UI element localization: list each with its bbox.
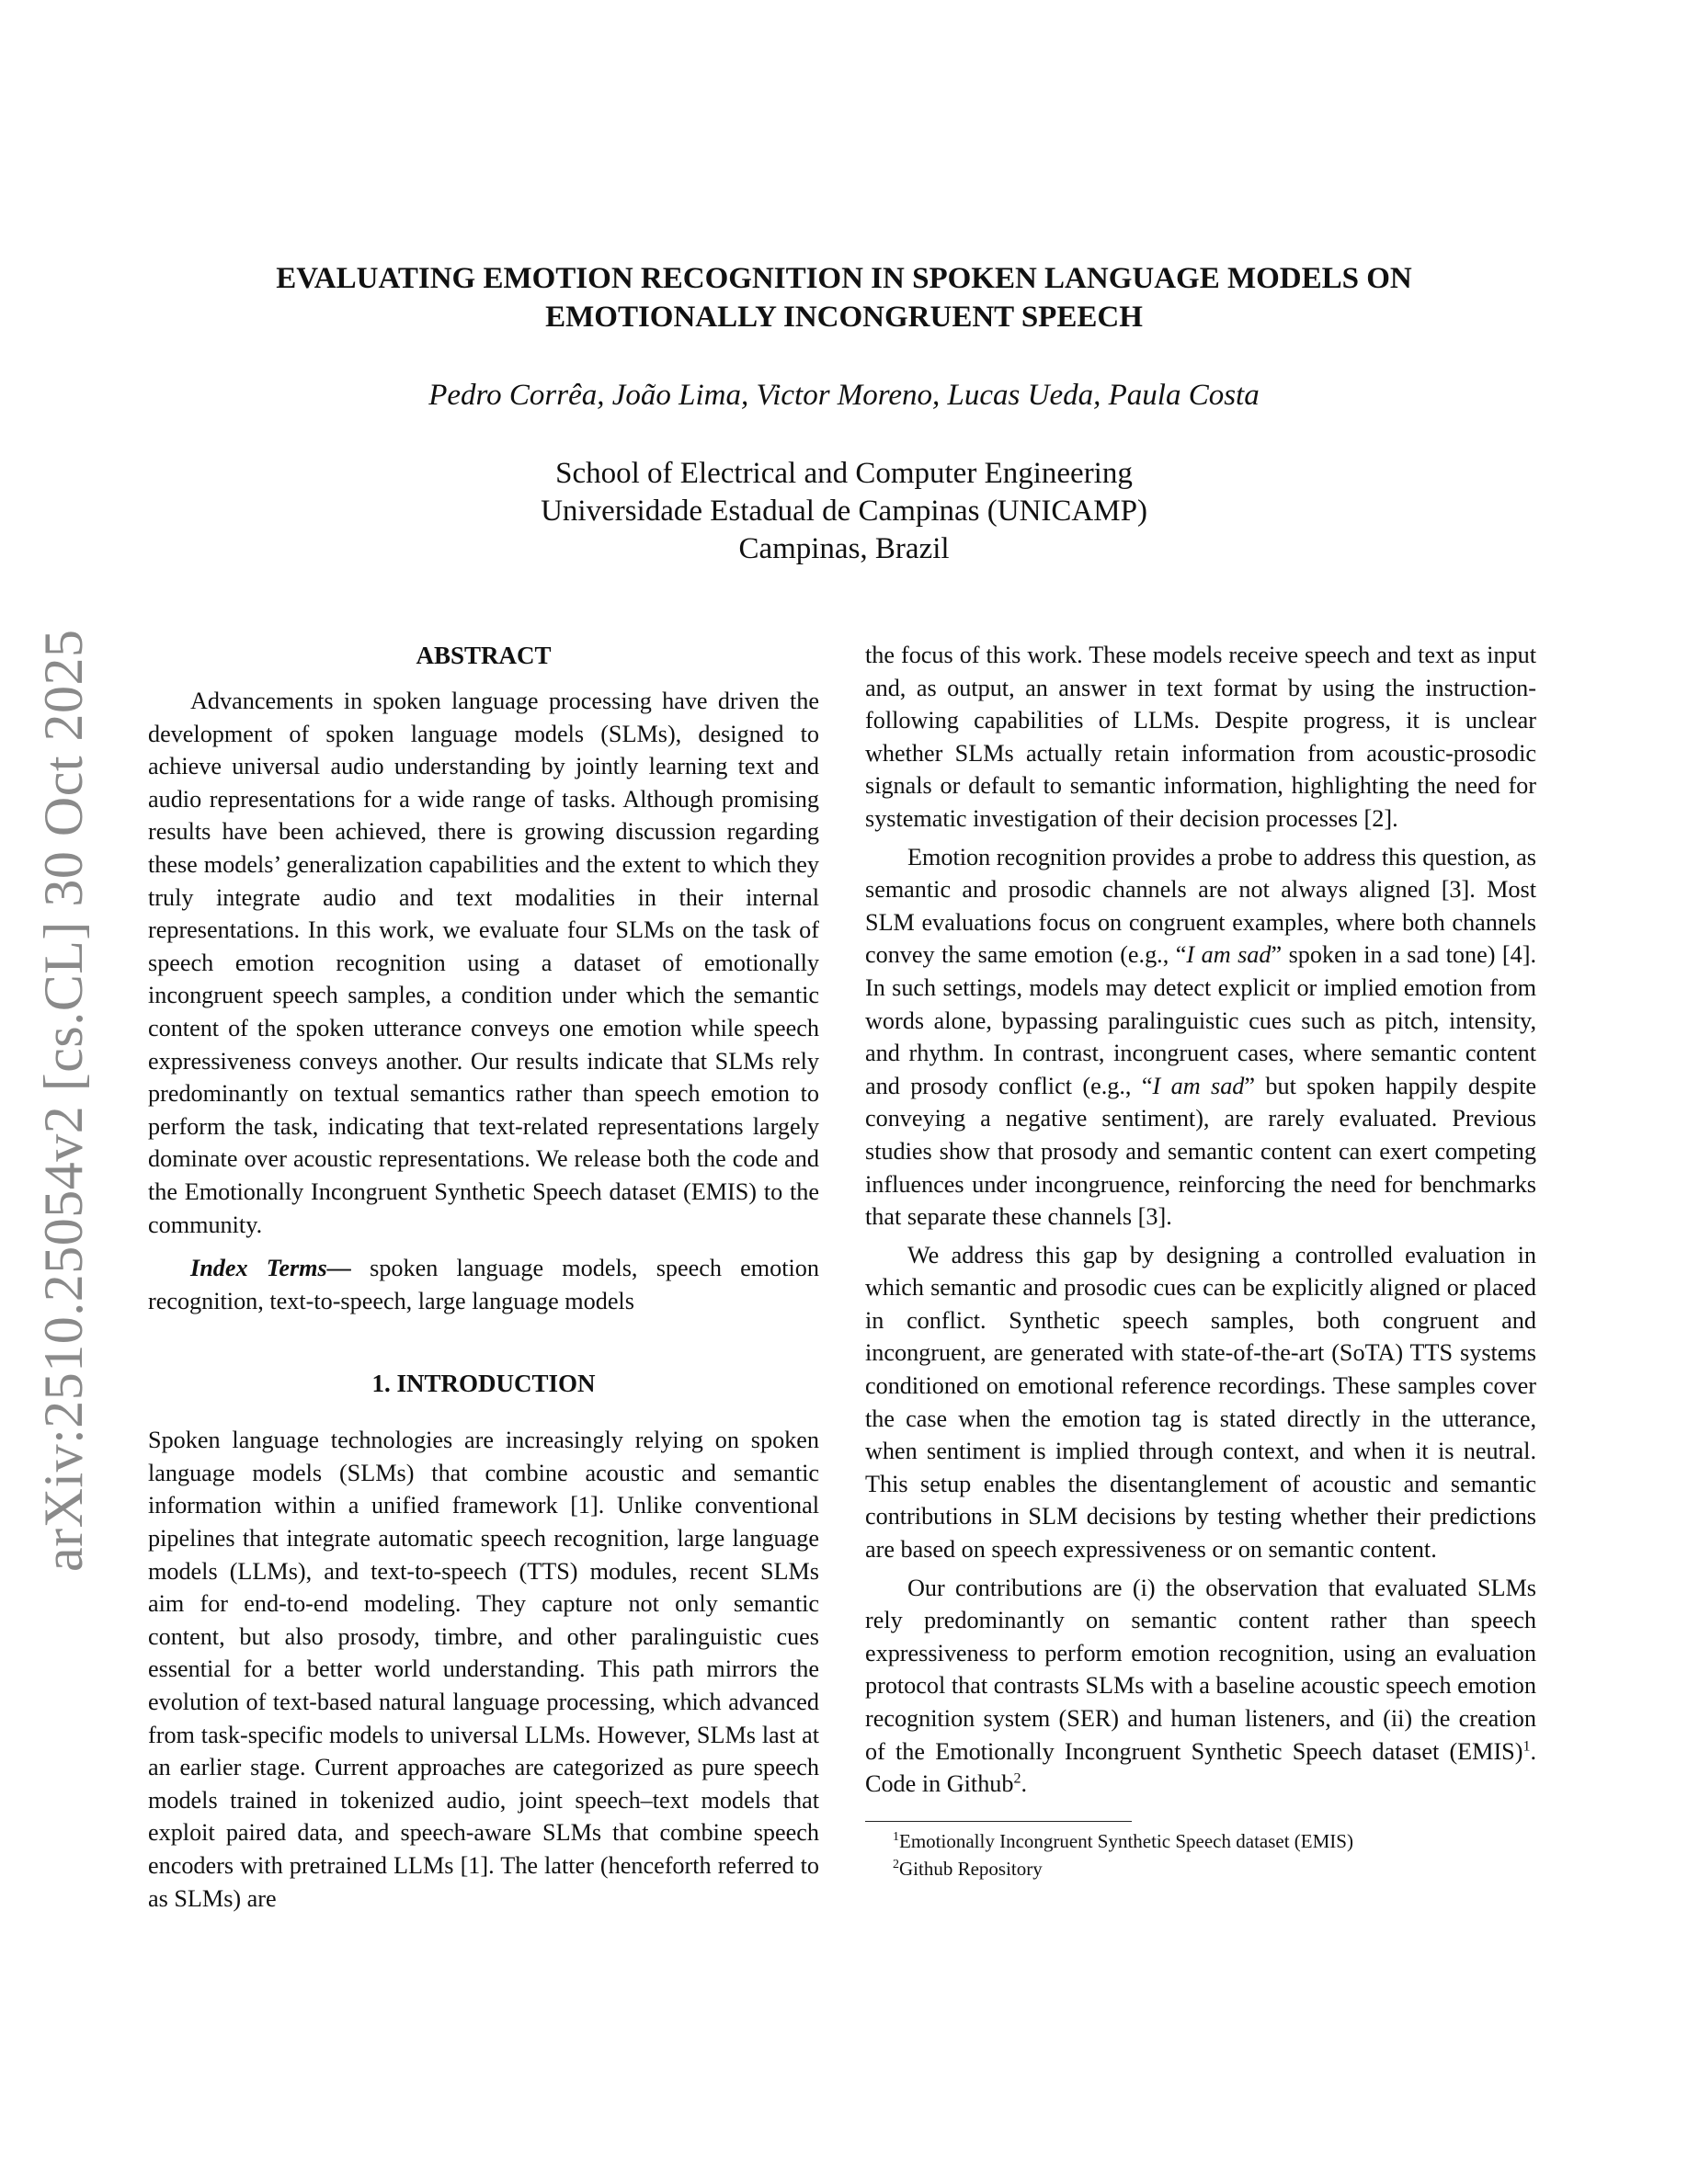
introduction-heading: 1. INTRODUCTION <box>371 1370 596 1398</box>
abstract-text: Advancements in spoken language processing have driven the development of spoken language models (SLMs), designed to achieve universal audio understanding by jointly learning text and audio representations for a wide range of tasks. Although promising results have been achieved, there is growing discussion regarding these models’ generalization capabilities and the extent to which they truly integrate audio and text modalities in their internal representations. In this work, we evaluate four SLMs on the task of speech emotion recognition using a dataset of emotionally incongruent speech samples, a condition under which the semantic content of the spoken utterance conveys one emotion while speech expressiveness conveys another. Our results indicate that SLMs rely predominantly on textual semantics rather than speech emotion to perform the task, indicating that text-related representations largely dominate over acoustic representations. We release both the code and the Emotionally Incongruent Synthetic Speech dataset (EMIS) to the community. <box>148 688 819 1238</box>
text-run: ” but spoken happily despite conveying a negative sentiment), are rarely evaluated. Previous studies show that prosody and semantic content can exert competing influences under incongruence, reinforcing the need for benchmarks that separate these channels [3]. <box>865 1072 1536 1231</box>
footnote-item <box>893 1855 1536 1883</box>
intro-paragraph-2 <box>865 841 1536 1234</box>
affiliation-line: School of Electrical and Computer Engineering <box>555 457 1133 490</box>
affiliation-line: Campinas, Brazil <box>738 532 950 565</box>
index-terms-list: spoken language models, speech emotion recognition, text-to-speech, large language models <box>148 1255 819 1314</box>
text-run: Emotion recognition provides a probe to address this question, as semantic and prosodic channels are not always aligned [3]. Most SLM evaluations focus on congruent examples, where both channels convey the same emotion (e.g., “ <box>865 843 1536 969</box>
footnotes <box>865 1827 1536 1883</box>
example-quote: I am sad <box>1152 1072 1245 1099</box>
index-terms-label: Index Terms— <box>190 1255 351 1282</box>
right-column <box>865 639 1536 1883</box>
text-run: . Code in Github <box>865 1737 1536 1798</box>
abstract-heading: ABSTRACT <box>416 642 552 669</box>
example-quote: I am sad <box>1186 941 1272 969</box>
text-run: . <box>1021 1770 1028 1798</box>
text-run: Our contributions are (i) the observation that evaluated SLMs rely predominantly on semantic content rather than speech expressiveness to perform emotion recognition, using an evaluation protocol that contrasts SLMs with a baseline acoustic speech emotion recognition system (SER) and human listeners, and (ii) the creation of the Emotionally Incongruent Synthetic Speech dataset (EMIS) <box>865 1574 1536 1765</box>
affiliation-line: Universidade Estadual de Campinas (UNICAMP) <box>541 495 1147 528</box>
footnote-number: 1 <box>893 1829 899 1844</box>
intro-paragraph-1-continued: the focus of this work. These models receive speech and text as input and, as output, an answer in text format by using the instruction-following capabilities of LLMs. Despite progress, it is unclear whether SLMs actually retain information from acoustic-prosodic signals or default to semantic information, highlighting the need for systematic investigation of their decision processes [2]. <box>865 642 1536 832</box>
author-list: Pedro Corrêa, João Lima, Victor Moreno, Lucas Ueda, Paula Costa <box>428 379 1260 412</box>
intro-paragraph-4 <box>865 1572 1536 1801</box>
paper-title: EVALUATING EMOTION RECOGNITION IN SPOKEN LANGUAGE MODELS ON EMOTIONALLY INCONGRUENT SPEECH <box>276 262 1412 334</box>
footnote-divider <box>865 1821 1132 1822</box>
intro-paragraph-1: Spoken language technologies are increasingly relying on spoken language models (SLMs) that combine acoustic and semantic information within a unified framework [1]. Unlike conventional pipelines that integrate automatic speech recognition, large language models (LLMs), and text-to-speech (TTS) modules, recent SLMs aim for end-to-end modeling. They capture not only semantic content, but also prosody, timbre, and other paralinguistic cues essential for a better world understanding. This path mirrors the evolution of text-based natural language processing, which advanced from task-specific models to universal LLMs. However, SLMs last at an earlier stage. Current approaches are categorized as pure speech models trained in tokenized audio, joint speech–text models that exploit paired data, and speech-aware SLMs that combine speech encoders with pretrained LLMs [1]. The latter (henceforth referred to as SLMs) are <box>148 1427 819 1912</box>
index-terms <box>148 1252 819 1317</box>
intro-paragraph-3: We address this gap by designing a controlled evaluation in which semantic and prosodic cues can be explicitly aligned or placed in conflict. Synthetic speech samples, both congruent and incongruent, are generated with state-of-the-art (SoTA) TTS systems conditioned on emotional reference recordings. These samples cover the case when the emotion tag is stated directly in the utterance, when sentiment is implied through context, and when it is neutral. This setup enables the disentanglement of acoustic and semantic contributions in SLM decisions by testing whether their predictions are based on speech expressiveness or on semantic content. <box>865 1241 1536 1564</box>
footnote-text: Emotionally Incongruent Synthetic Speech dataset (EMIS) <box>899 1829 1353 1852</box>
left-column <box>148 639 819 1915</box>
footnote-text: Github Repository <box>899 1857 1043 1880</box>
text-run: ” spoken in a sad tone) [4]. In such settings, models may detect explicit or implied emotion from words alone, bypassing paralinguistic cues such as pitch, intensity, and rhythm. In contrast, incongruent cases, where semantic content and prosody conflict (e.g., “ <box>865 941 1537 1099</box>
footnote-ref[interactable]: 1 <box>1523 1737 1531 1754</box>
affiliation <box>184 455 1504 568</box>
footnote-ref[interactable]: 2 <box>1013 1770 1021 1787</box>
footnote-item <box>893 1827 1536 1855</box>
footnote-number: 2 <box>893 1857 899 1871</box>
arxiv-identifier: arXiv:2510.25054v2 [cs.CL] 30 Oct 2025 <box>33 629 94 1572</box>
